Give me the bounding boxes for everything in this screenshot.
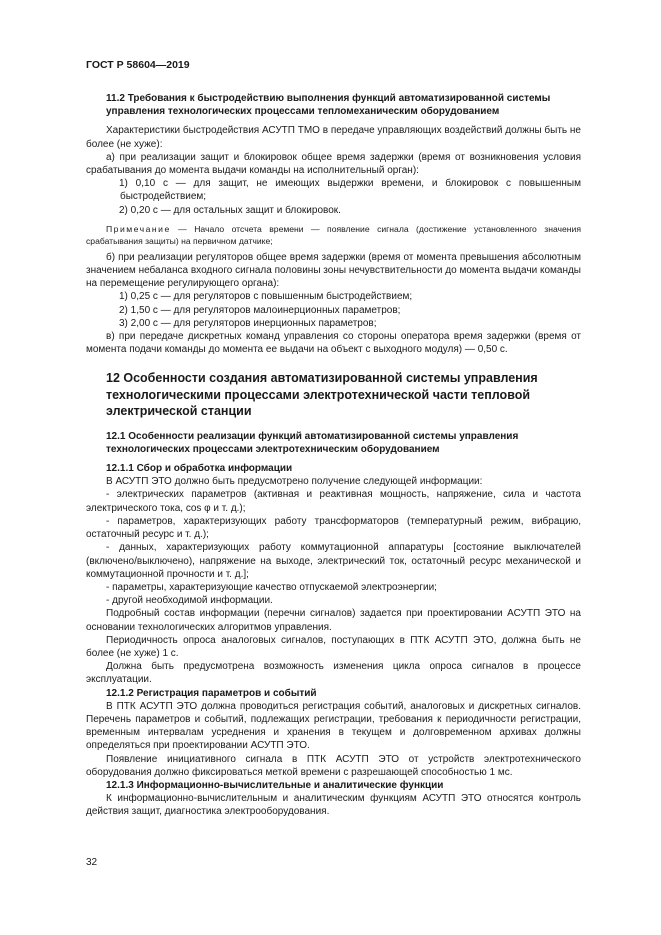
item-a2: 2) 0,20 с — для остальных защит и блокировок. [119,204,341,216]
section-12-1-1-title: 12.1.1 Сбор и обработка информации [106,463,293,475]
item-c: в) при передаче дискретных команд управления со стороны оператора время задержки (время от момента подачи команды до момента ее выдачи на объект с выходного модуля) — 0,50 с. [86,331,581,356]
item-b2: 2) 1,50 с — для регуляторов малоинерционных параметров; [119,304,401,316]
paragraph: Должна быть предусмотрена возможность изменения цикла опроса сигналов в процессе эксплуатации. [86,661,581,686]
list-item: - другой необходимой информации. [106,595,273,607]
item-a1: 1) 0,10 с — для защит, не имеющих выдержки времени, и блокировок с повышенным быстродействием; [119,178,581,203]
note [86,223,581,247]
list-item: - электрических параметров (активная и реактивная мощность, напряжение, сила и частота электрического тока, cos φ и т. д.); [86,489,581,514]
paragraph: Периодичность опроса аналоговых сигналов, поступающих в ПТК АСУТП ЭТО, должна быть не более (не хуже) 1 с. [86,634,581,659]
list-item: - данных, характеризующих работу коммутационной аппаратуры [состояние выключателей (включено/выключено), напряжение на выходе, электрический ток, остаточный ресурс механической и коммутационной прочности и т. д.]; [86,542,581,580]
paragraph: В АСУТП ЭТО должно быть предусмотрено получение следующей информации: [106,476,483,488]
list-item: - параметров, характеризующих работу трансформаторов (температурный режим, вибрацию, остаточный ресурс и т. д.); [86,515,581,541]
paragraph: Подробный состав информации (перечни сигналов) задается при проектировании АСУТП ЭТО на основании технологических алгоритмов управления. [86,608,581,633]
section-11-2-intro: Характеристики быстродействия АСУТП ТМО в передаче управляющих воздействий должны быть не более (не хуже): [86,125,581,150]
paragraph: В ПТК АСУТП ЭТО должна проводиться регистрация событий, аналоговых и дискретных сигналов. Перечень параметров и событий, подлежащих регистрации, требования к периодичности регистрации, временным интервалам усреднения и хранения в текущем и долговременном архивах должны определяться при проектировании АСУТП ЭТО. [86,700,581,752]
page-number: 32 [86,857,98,868]
document-body [86,92,581,819]
paragraph: Появление инициативного сигнала в ПТК АСУТП ЭТО от устройств электротехнического оборудования должно фиксироваться меткой времени с разрешающей способностью 1 мс. [86,753,581,778]
section-12-title: 12 Особенности создания автоматизированной системы управления технологическими процессами электротехнической части тепловой электрической станции [106,371,538,419]
document-header: ГОСТ Р 58604—2019 [86,59,190,71]
section-12-1-3-title: 12.1.3 Информационно-вычислительные и аналитические функции [106,779,444,791]
item-b: б) при реализации регуляторов общее время задержки (время от момента превышения абсолютным значением небаланса входного сигнала половины зоны нечувствительности до момента выдачи команды на перемещение регулирующего органа): [86,251,581,290]
item-a: а) при реализации защит и блокировок общее время задержки (время от возникновения условия срабатывания до момента выдачи команды на исполнительный орган): [86,151,581,177]
section-11-2-title: 11.2 Требования к быстродействию выполнения функций автоматизированной системы управления технологических процессами тепломеханическим оборудованием [106,93,551,118]
list-item: - параметры, характеризующие качество отпускаемой электроэнергии; [106,581,437,593]
note-label: Примечание [106,223,171,234]
item-b1: 1) 0,25 с — для регуляторов с повышенным быстродействием; [119,291,413,303]
section-12-1-title: 12.1 Особенности реализации функций автоматизированной системы управления технологических процессами электротехническим оборудованием [106,430,519,455]
note-text: — Начало отсчета времени — появление сигнала (достижение установленного значения срабатывания защиты) на первичном датчике; [86,223,581,246]
item-b3: 3) 2,00 с — для регуляторов инерционных параметров; [119,317,377,329]
paragraph: К информационно-вычислительным и аналитическим функциям АСУТП ЭТО относятся контроль действия защит, диагностика электрооборудования. [86,793,581,818]
section-12-1-2-title: 12.1.2 Регистрация параметров и событий [106,687,317,699]
